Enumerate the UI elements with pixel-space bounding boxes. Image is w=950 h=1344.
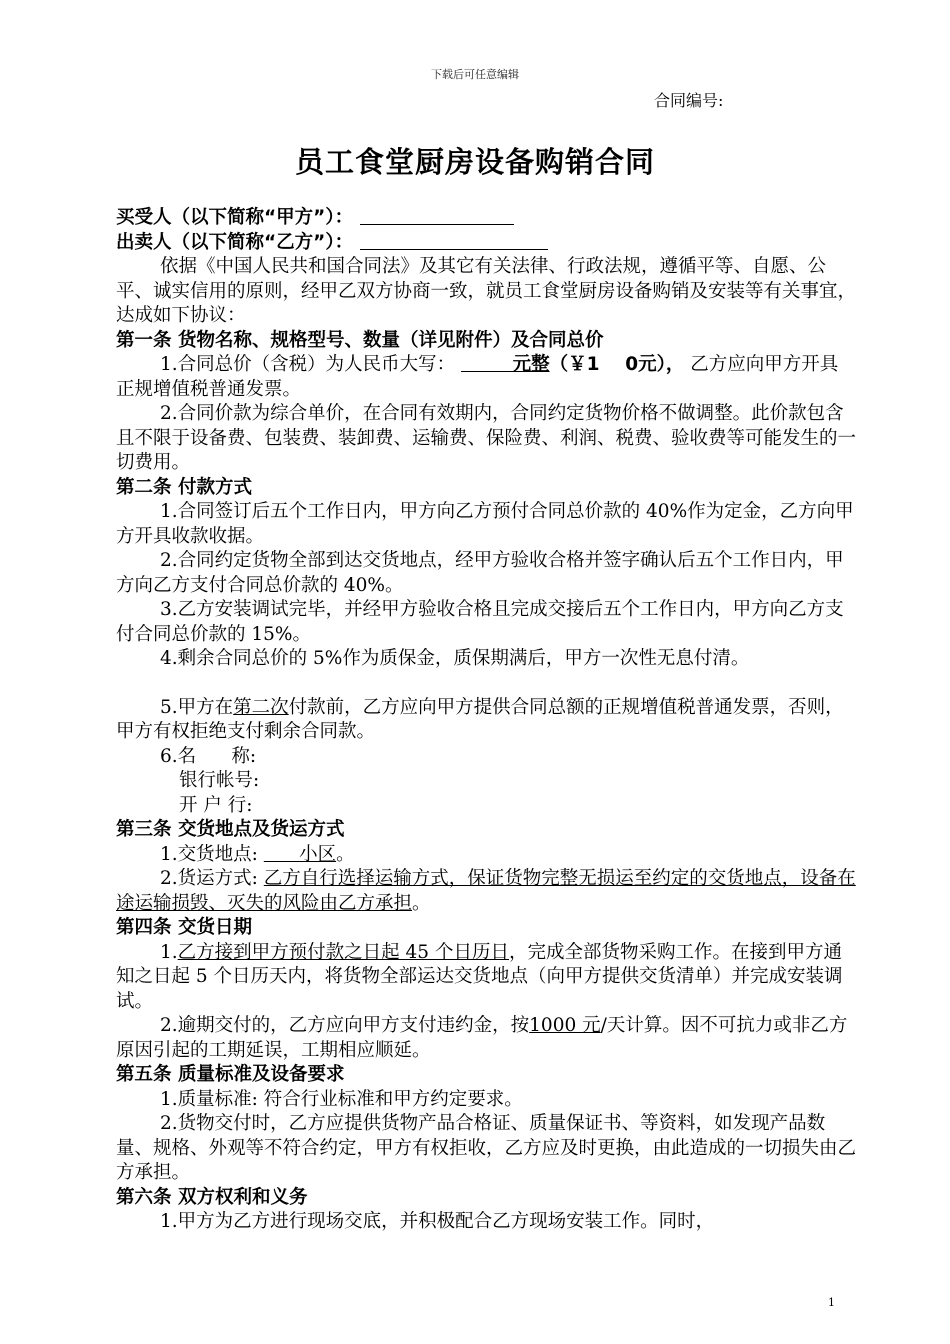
article-6-heading: 第六条 双方权利和义务 xyxy=(116,1186,308,1208)
contract-body xyxy=(116,206,856,1235)
contract-number-label: 合同编号: xyxy=(654,91,724,110)
article-4-para-2-a: 2.逾期交付的，乙方应向甲方支付违约金，按 xyxy=(160,1015,530,1036)
article-5-para-1: 1.质量标准: 符合行业标准和甲方约定要求。 xyxy=(160,1088,523,1110)
procurement-deadline: 乙方接到甲方预付款之日起 45 个日历日 xyxy=(177,941,509,963)
article-1-para-1 xyxy=(116,353,856,402)
seller-label: 出卖人（以下简称“乙方”）： xyxy=(116,231,354,253)
article-1-para-2: 2.合同价款为综合单价，在合同有效期内，合同约定货物价格不做调整。此价款包含且不限于设备费、包装费、装卸费、运输费、保险费、利润、税费、验收费等可能发生的一切费用。 xyxy=(116,403,857,473)
seller-line xyxy=(116,231,856,256)
seller-blank xyxy=(360,231,548,250)
buyer-line xyxy=(116,206,856,231)
article-2-para-2: 2.合同约定货物全部到达交货地点，经甲方验收合格并签字确认后五个工作日内，甲方向乙方支付合同总价款的 40%。 xyxy=(116,550,844,596)
shipping-method-label: 2.货运方式: xyxy=(160,868,258,889)
penalty-amount: 1000 元 xyxy=(529,1015,601,1036)
article-2-para-5-a: 5.甲方在 xyxy=(160,696,234,718)
intro-paragraph: 依据《中国人民共和国合同法》及其它有关法律、行政法规，遵循平等、自愿、公平、诚实信用的原则，经甲乙双方协商一致，就员工食堂厨房设备购销及安装等有关事宜，达成如下协议： xyxy=(116,256,857,326)
contract-amount-figures: （￥1 0元）， xyxy=(549,354,685,375)
header-note: 下载后可任意编辑 xyxy=(431,68,519,81)
article-2-para-5 xyxy=(116,696,856,745)
spacer xyxy=(116,672,856,696)
document-title: 员工食堂厨房设备购销合同 xyxy=(294,145,655,179)
article-6-para-1: 1.甲方为乙方进行现场交底，并积极配合乙方现场安装工作。同时， xyxy=(160,1211,715,1232)
delivery-location-value: 小区 xyxy=(263,843,337,865)
article-1-para-1-text: 1.合同总价（含税）为人民币大写： xyxy=(160,354,456,375)
article-2-para-1: 1.合同签订后五个工作日内，甲方向乙方预付合同总价款的 40%作为定金，乙方向甲方开具收款收据。 xyxy=(116,501,854,547)
article-5-heading: 第五条 质量标准及设备要求 xyxy=(116,1064,345,1085)
article-3-heading: 第三条 交货地点及货运方式 xyxy=(116,819,345,840)
second-payment-term: 第二次 xyxy=(233,696,289,718)
article-2-para-4: 4.剩余合同总价的 5%作为质保金，质保期满后，甲方一次性无息付清。 xyxy=(160,648,750,669)
article-4-para-2-b: /天计算。因不可抗力或非乙方原因引起的工期延误，工期相应顺延。 xyxy=(116,1015,848,1061)
shipping-method-value: 乙方自行选择运输方式，保证货物完整无损运至约定的交货地点，设备在途运输损毁、灭失的风险由乙方承担 xyxy=(116,868,856,914)
article-4-heading: 第四条 交货日期 xyxy=(116,917,252,938)
contract-amount-words: 元整 xyxy=(461,354,550,375)
shipping-method-end: 。 xyxy=(412,892,431,914)
article-4-para-2 xyxy=(116,1014,856,1063)
delivery-location-label: 1.交货地点: xyxy=(160,843,258,865)
buyer-label: 买受人（以下简称“甲方”）： xyxy=(116,207,354,228)
page-number: 1 xyxy=(828,1296,835,1309)
article-4-para-1-num: 1. xyxy=(160,941,178,963)
article-1-para-1-tail: 乙方应向甲方开具正规增值税普通发票。 xyxy=(116,354,839,400)
article-2-heading: 第二条 付款方式 xyxy=(116,476,252,498)
bank-account-line: 银行帐号: xyxy=(179,770,260,791)
article-4-para-1-text: ，完成全部货物采购工作。在接到甲方通知之日起 5 个日历天内，将货物全部运达交货地点（向甲方提供交货清单）并完成安装调试。 xyxy=(116,941,843,1012)
payee-name-line: 6.名 称: xyxy=(160,745,257,767)
delivery-location-end: 。 xyxy=(336,843,355,865)
article-5-para-2: 2.货物交付时，乙方应提供货物产品合格证、质量保证书、等资料，如发现产品数量、规格、外观等不符合约定，甲方有权拒收，乙方应及时更换，由此造成的一切损失由乙方承担。 xyxy=(116,1113,857,1183)
article-3-para-1 xyxy=(116,843,856,868)
article-4-para-1 xyxy=(116,941,856,1015)
article-3-para-2 xyxy=(116,867,856,916)
article-1-heading: 第一条 货物名称、规格型号、数量（详见附件）及合同总价 xyxy=(116,329,604,351)
article-2-para-3: 3.乙方安装调试完毕，并经甲方验收合格且完成交接后五个工作日内，甲方向乙方支付合同总价款的 15%。 xyxy=(116,599,844,645)
buyer-blank xyxy=(360,206,514,225)
bank-name-line: 开 户 行: xyxy=(179,794,253,816)
article-2-para-5-b: 付款前，乙方应向甲方提供合同总额的正规增值税普通发票，否则，甲方有权拒绝支付剩余合同款。 xyxy=(116,696,844,742)
